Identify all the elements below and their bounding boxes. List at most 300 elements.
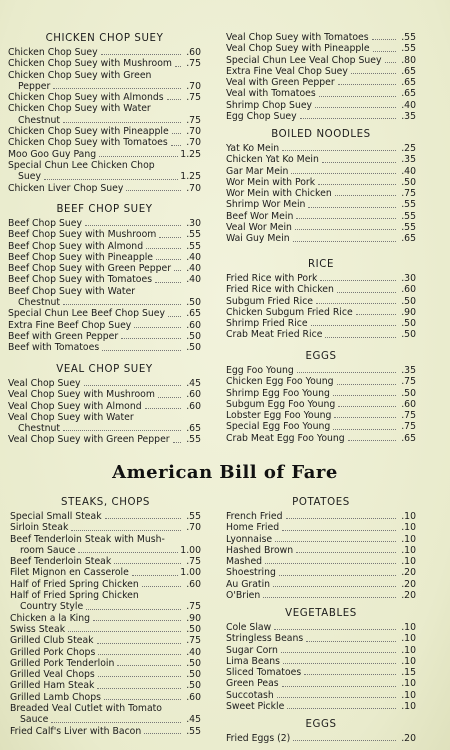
menu-item	[226, 66, 416, 77]
menu-item-name: Shrimp Egg Foo Young	[226, 387, 330, 399]
menu-item	[8, 252, 201, 263]
dot-leader	[287, 708, 396, 709]
dot-leader	[85, 225, 181, 226]
menu-item-name: Yat Ko Mein	[226, 143, 280, 154]
menu-item	[10, 534, 201, 545]
menu-item-name: Half of Fried Spring Chicken	[10, 590, 139, 602]
menu-item	[226, 376, 416, 387]
menu-item-price: .10	[401, 644, 416, 656]
menu-item	[8, 81, 201, 92]
menu-item	[226, 284, 416, 295]
menu-item	[226, 43, 416, 54]
menu-item	[226, 421, 416, 432]
menu-item	[8, 229, 201, 240]
menu-item-name: Veal Chop Suey	[8, 378, 81, 389]
menu-item-price: .60	[186, 319, 201, 331]
menu-item-price: .75	[186, 635, 201, 647]
menu-item-name: Extra Fine Beef Chop Suey	[8, 319, 132, 331]
menu-item-name: Grilled Veal Chops	[10, 669, 95, 681]
dot-leader	[385, 62, 396, 63]
menu-item-price: .35	[401, 365, 416, 376]
menu-item	[8, 423, 201, 434]
menu-item	[8, 137, 201, 148]
menu-item	[226, 318, 416, 329]
menu-item-name: Wai Guy Mein	[226, 233, 290, 245]
item-list	[226, 511, 416, 601]
menu-item-name: Gar Mar Mein	[226, 165, 289, 177]
menu-item-name: Special Chun Lee Chicken Chop	[8, 159, 155, 171]
menu-item-name: Fried Eggs (2)	[226, 733, 291, 744]
dot-leader	[53, 88, 181, 89]
dot-leader	[51, 722, 181, 723]
menu-item	[10, 567, 201, 578]
menu-item-price: .50	[186, 297, 201, 309]
dot-leader	[68, 631, 181, 632]
menu-item-name: Beef Tenderloin Steak with Mush-	[10, 533, 165, 545]
dot-leader	[333, 395, 396, 396]
dot-leader	[168, 316, 181, 317]
menu-item-price: .50	[186, 680, 201, 692]
menu-item-name: Beef Chop Suey with Tomatoes	[8, 274, 153, 286]
menu-item-price: .55	[401, 199, 416, 211]
menu-item-name: Mashed	[226, 556, 263, 568]
dot-leader	[93, 620, 181, 621]
menu-item-name: Half of Fried Spring Chicken	[10, 578, 139, 590]
menu-item	[226, 567, 416, 578]
menu-item	[226, 88, 416, 99]
dot-leader	[158, 397, 181, 398]
menu-item-price: .60	[186, 400, 201, 412]
menu-item-price: .60	[186, 691, 201, 703]
item-list	[226, 365, 416, 444]
menu-item	[226, 307, 416, 318]
section-heading: BOILED NOODLES	[271, 129, 371, 140]
menu-item-price: .50	[401, 295, 416, 307]
menu-item-price: 1.00	[180, 544, 201, 556]
dot-leader	[282, 686, 396, 687]
menu-item	[8, 286, 201, 297]
menu-item-name: Hashed Brown	[226, 544, 294, 556]
menu-item	[226, 365, 416, 376]
menu-item-name: Sliced Tomatoes	[226, 667, 302, 679]
dot-leader	[356, 314, 396, 315]
menu-item	[226, 211, 416, 222]
menu-item	[10, 545, 201, 556]
menu-item-name: Beef with Tomatoes	[8, 342, 100, 354]
menu-item-name: Chestnut	[18, 114, 61, 126]
menu-item-price: .75	[401, 410, 416, 422]
section-heading: VEAL CHOP SUEY	[56, 364, 153, 375]
dot-leader	[102, 350, 181, 351]
dot-leader	[175, 66, 181, 67]
menu-item	[226, 222, 416, 233]
menu-item-price: .70	[186, 522, 201, 534]
dot-leader	[335, 195, 396, 196]
eggs-chinese-section	[226, 350, 416, 444]
menu-item-name: French Fried	[226, 511, 283, 522]
menu-item-price: .70	[186, 126, 201, 138]
menu-item-name: Wor Mein with Pork	[226, 176, 316, 188]
menu-item-price: .40	[186, 263, 201, 275]
menu-item-price: .50	[186, 330, 201, 342]
dot-leader	[316, 303, 396, 304]
menu-item	[226, 410, 416, 421]
menu-item-price: .65	[401, 432, 416, 444]
dot-leader	[338, 84, 396, 85]
menu-item-name: Veal Chop Suey with Green Pepper	[8, 434, 170, 446]
menu-item	[226, 233, 416, 244]
menu-item-name: Cole Slaw	[226, 622, 272, 633]
dot-leader	[146, 248, 181, 249]
menu-item	[226, 667, 416, 678]
dot-leader	[159, 237, 181, 238]
menu-item-name: Chicken Liver Chop Suey	[8, 182, 124, 194]
menu-item-name: Beef Chop Suey with Pineapple	[8, 251, 154, 263]
menu-item	[8, 378, 201, 389]
menu-item	[226, 556, 416, 567]
dot-leader	[293, 241, 396, 242]
menu-item	[10, 601, 201, 612]
menu-item-price: .50	[186, 669, 201, 681]
dot-leader	[283, 663, 396, 664]
menu-item-price: .70	[186, 182, 201, 194]
menu-item-price: .35	[401, 111, 416, 123]
dot-leader	[304, 674, 396, 675]
menu-item	[226, 154, 416, 165]
eggs-american-section	[226, 718, 416, 744]
dot-leader	[308, 207, 396, 208]
dot-leader	[98, 654, 181, 655]
menu-item-price: .10	[401, 533, 416, 545]
dot-leader	[273, 586, 396, 587]
dot-leader	[291, 173, 396, 174]
menu-item-name: Beef Chop Suey with Green Pepper	[8, 263, 172, 275]
menu-item	[8, 103, 201, 114]
dot-leader	[97, 688, 181, 689]
menu-item-name: Wor Mein with Chicken	[226, 188, 332, 200]
menu-item-name: Veal with Tomatoes	[226, 88, 316, 100]
menu-item-price: .10	[401, 633, 416, 645]
menu-item-price: .55	[186, 725, 201, 737]
dot-leader	[337, 384, 397, 385]
menu-item-price: .20	[401, 590, 416, 602]
menu-item	[10, 590, 201, 601]
dot-leader	[71, 530, 181, 531]
menu-item	[8, 70, 201, 81]
dot-leader	[99, 156, 178, 157]
menu-item	[226, 199, 416, 210]
dot-leader	[306, 641, 396, 642]
menu-item	[8, 412, 201, 423]
menu-item	[226, 522, 416, 533]
menu-item-price: 1.25	[180, 171, 201, 183]
menu-item	[226, 166, 416, 177]
menu-item-price: .65	[401, 77, 416, 89]
menu-item	[10, 658, 201, 669]
menu-item-name: Extra Fine Veal Chop Suey	[226, 65, 348, 77]
menu-item-price: .60	[186, 389, 201, 401]
menu-item-name: Lima Beans	[226, 655, 281, 667]
menu-item	[8, 342, 201, 353]
dot-leader	[145, 408, 181, 409]
menu-item	[226, 579, 416, 590]
dot-leader	[300, 118, 396, 119]
menu-item-price: .10	[401, 511, 416, 522]
menu-item-name: Chicken Chop Suey	[8, 47, 98, 58]
menu-item	[226, 656, 416, 667]
menu-item	[8, 308, 201, 319]
menu-item	[8, 331, 201, 342]
menu-item-price: .40	[186, 251, 201, 263]
menu-item-name: Chicken a la King	[10, 612, 91, 624]
boiled-noodles-section	[226, 128, 416, 245]
menu-item	[8, 297, 201, 308]
menu-item	[10, 726, 201, 737]
section-heading: EGGS	[305, 351, 337, 362]
dot-leader	[348, 440, 396, 441]
menu-item-name: Veal Chop Suey with Pineapple	[226, 43, 370, 55]
item-list	[10, 511, 201, 737]
menu-item-name: Beef Chop Suey with Mushroom	[8, 229, 157, 241]
menu-item-name: Veal Chop Suey with Water	[8, 411, 134, 423]
menu-item-name: Special Chun Lee Veal Chop Suey	[226, 54, 382, 66]
dot-leader	[315, 107, 396, 108]
menu-item	[8, 183, 201, 194]
menu-item-name: Sweet Pickle	[226, 701, 285, 713]
dot-leader	[132, 575, 178, 576]
menu-item-name: Special Small Steak	[10, 511, 102, 522]
menu-item	[8, 47, 201, 58]
menu-item-price: .90	[186, 612, 201, 624]
menu-item-price: .50	[186, 623, 201, 635]
menu-item-name: Chicken Chop Suey with Mushroom	[8, 58, 172, 70]
dot-leader	[98, 676, 181, 677]
menu-item	[10, 511, 201, 522]
menu-item-price: .15	[401, 667, 416, 679]
menu-item	[226, 399, 416, 410]
item-list	[226, 273, 416, 341]
dot-leader	[279, 575, 396, 576]
menu-item	[226, 545, 416, 556]
dot-leader	[173, 442, 181, 443]
menu-item-name: Egg Foo Young	[226, 365, 294, 376]
dot-leader	[275, 541, 396, 542]
dot-leader	[126, 190, 181, 191]
menu-item-name: Chicken Chop Suey with Tomatoes	[8, 137, 168, 149]
dot-leader	[265, 563, 396, 564]
menu-item-name: Chestnut	[18, 423, 61, 435]
dot-leader	[78, 552, 178, 553]
vegetables-section	[226, 607, 416, 712]
menu-item-name: Au Gratin	[226, 578, 271, 590]
menu-item	[10, 624, 201, 635]
item-list	[226, 622, 416, 712]
menu-item-name: Grilled Pork Tenderloin	[10, 657, 115, 669]
item-list	[226, 143, 416, 245]
menu-item-price: .10	[401, 544, 416, 556]
menu-item-price: .50	[186, 342, 201, 354]
menu-item-name: Special Chun Lee Beef Chop Suey	[8, 308, 165, 320]
menu-item-price: .10	[401, 655, 416, 667]
menu-item-name: Chicken Subgum Fried Rice	[226, 306, 353, 318]
menu-item	[10, 635, 201, 646]
menu-item	[8, 149, 201, 160]
menu-item	[8, 126, 201, 137]
menu-item-name: Chicken Yat Ko Mein	[226, 154, 319, 166]
dot-leader	[373, 51, 396, 52]
menu-item-price: .55	[186, 240, 201, 252]
menu-item-name: Beef Chop Suey with Water	[8, 285, 136, 297]
menu-item-price: .40	[401, 99, 416, 111]
menu-item-name: Sauce	[20, 714, 49, 726]
menu-item	[8, 389, 201, 400]
dot-leader	[263, 597, 396, 598]
dot-leader	[155, 282, 181, 283]
menu-item-price: .60	[186, 578, 201, 590]
menu-item-price: 1.25	[180, 148, 201, 160]
menu-item-price: .40	[186, 646, 201, 658]
menu-item	[226, 678, 416, 689]
dot-leader	[117, 665, 181, 666]
menu-item-name: Subgum Fried Rice	[226, 295, 314, 307]
menu-item	[226, 55, 416, 66]
menu-item-name: Home Fried	[226, 522, 280, 534]
menu-item-price: 1.00	[180, 567, 201, 579]
section-heading: VEGETABLES	[285, 608, 357, 619]
menu-item	[10, 579, 201, 590]
menu-item	[10, 669, 201, 680]
menu-item-price: .20	[401, 567, 416, 579]
menu-item	[8, 263, 201, 274]
menu-item-price: .10	[401, 522, 416, 534]
menu-item	[8, 274, 201, 285]
menu-item	[226, 32, 416, 43]
menu-item-name: Grilled Pork Chops	[10, 646, 96, 658]
menu-item-name: Chicken Chop Suey with Green	[8, 69, 152, 81]
menu-item-price: .70	[186, 80, 201, 92]
potatoes-section	[226, 496, 416, 601]
dot-leader	[97, 643, 181, 644]
menu-item-name: Beef Wor Mein	[226, 210, 294, 222]
menu-item	[226, 143, 416, 154]
menu-item-price: .20	[401, 733, 416, 744]
menu-item	[8, 434, 201, 445]
menu-item	[8, 171, 201, 182]
menu-item-price: .75	[401, 188, 416, 200]
menu-item-price: .65	[186, 423, 201, 435]
dot-leader	[322, 162, 396, 163]
menu-item	[226, 633, 416, 644]
menu-item-name: Beef with Green Pepper	[8, 330, 119, 342]
item-list	[8, 378, 201, 446]
menu-item	[226, 296, 416, 307]
dot-leader	[293, 740, 396, 741]
menu-item-name: Fried Rice with Pork	[226, 273, 318, 284]
dot-leader	[282, 150, 396, 151]
menu-item-name: Lyonnaise	[226, 533, 273, 545]
menu-item	[226, 77, 416, 88]
dot-leader	[44, 179, 178, 180]
dot-leader	[142, 586, 181, 587]
dot-leader	[297, 372, 396, 373]
menu-item	[8, 92, 201, 103]
menu-item-price: .10	[401, 678, 416, 690]
dot-leader	[286, 518, 396, 519]
item-list	[226, 32, 416, 122]
menu-item	[226, 188, 416, 199]
dot-leader	[334, 417, 396, 418]
menu-item-price: .45	[186, 714, 201, 726]
menu-item	[226, 701, 416, 712]
menu-item-price: .75	[186, 601, 201, 613]
dot-leader	[281, 652, 396, 653]
menu-item-name: Green Peas	[226, 678, 279, 690]
menu-item-name: Special Egg Foo Young	[226, 421, 331, 433]
menu-item-name: Beef Chop Suey	[8, 218, 82, 229]
section-heading: STEAKS, CHOPS	[61, 497, 150, 508]
menu-item-price: .10	[401, 701, 416, 713]
item-list	[8, 47, 201, 194]
menu-item	[226, 433, 416, 444]
menu-item-price: .30	[401, 273, 416, 284]
menu-item	[8, 58, 201, 69]
menu-item	[10, 613, 201, 624]
menu-item-price: .45	[186, 378, 201, 389]
menu-item-name: Veal with Green Pepper	[226, 77, 335, 89]
dot-leader	[121, 338, 181, 339]
menu-item-price: .30	[186, 218, 201, 229]
menu-item	[226, 534, 416, 545]
dot-leader	[84, 385, 181, 386]
dot-leader	[172, 133, 181, 134]
menu-item-price: .75	[401, 376, 416, 388]
dot-leader	[63, 122, 181, 123]
menu-item-price: .80	[401, 54, 416, 66]
menu-item-name: Fried Rice with Chicken	[226, 284, 334, 296]
menu-item-name: Chicken Egg Foo Young	[226, 376, 334, 388]
item-list	[8, 218, 201, 354]
menu-item	[226, 111, 416, 122]
menu-item-price: .60	[401, 398, 416, 410]
section-heading: BEEF CHOP SUEY	[56, 204, 153, 215]
dot-leader	[325, 337, 396, 338]
menu-item-name: Succotash	[226, 689, 274, 701]
menu-item-name: O'Brien	[226, 590, 261, 602]
dot-leader	[295, 229, 396, 230]
menu-item-name: Grilled Ham Steak	[10, 680, 95, 692]
menu-item-name: Veal Wor Mein	[226, 222, 292, 234]
menu-item-name: Beef Chop Suey with Almond	[8, 240, 144, 252]
dot-leader	[134, 327, 181, 328]
item-list	[226, 733, 416, 744]
menu-item-price: .55	[186, 229, 201, 241]
menu-item-price: .55	[401, 222, 416, 234]
menu-item	[8, 401, 201, 412]
menu-item	[8, 241, 201, 252]
menu-item	[10, 714, 201, 725]
menu-item-price: .75	[186, 92, 201, 104]
menu-item	[226, 645, 416, 656]
menu-item-price: .10	[401, 556, 416, 568]
menu-item-name: Shrimp Fried Rice	[226, 318, 308, 330]
menu-item-name: Grilled Lamb Chops	[10, 691, 101, 703]
menu-item	[226, 590, 416, 601]
menu-item	[226, 100, 416, 111]
menu-item-name: Breaded Veal Cutlet with Tomato	[10, 703, 162, 715]
dot-leader	[171, 145, 181, 146]
menu-item	[10, 522, 201, 533]
menu-item-price: .60	[186, 47, 201, 58]
